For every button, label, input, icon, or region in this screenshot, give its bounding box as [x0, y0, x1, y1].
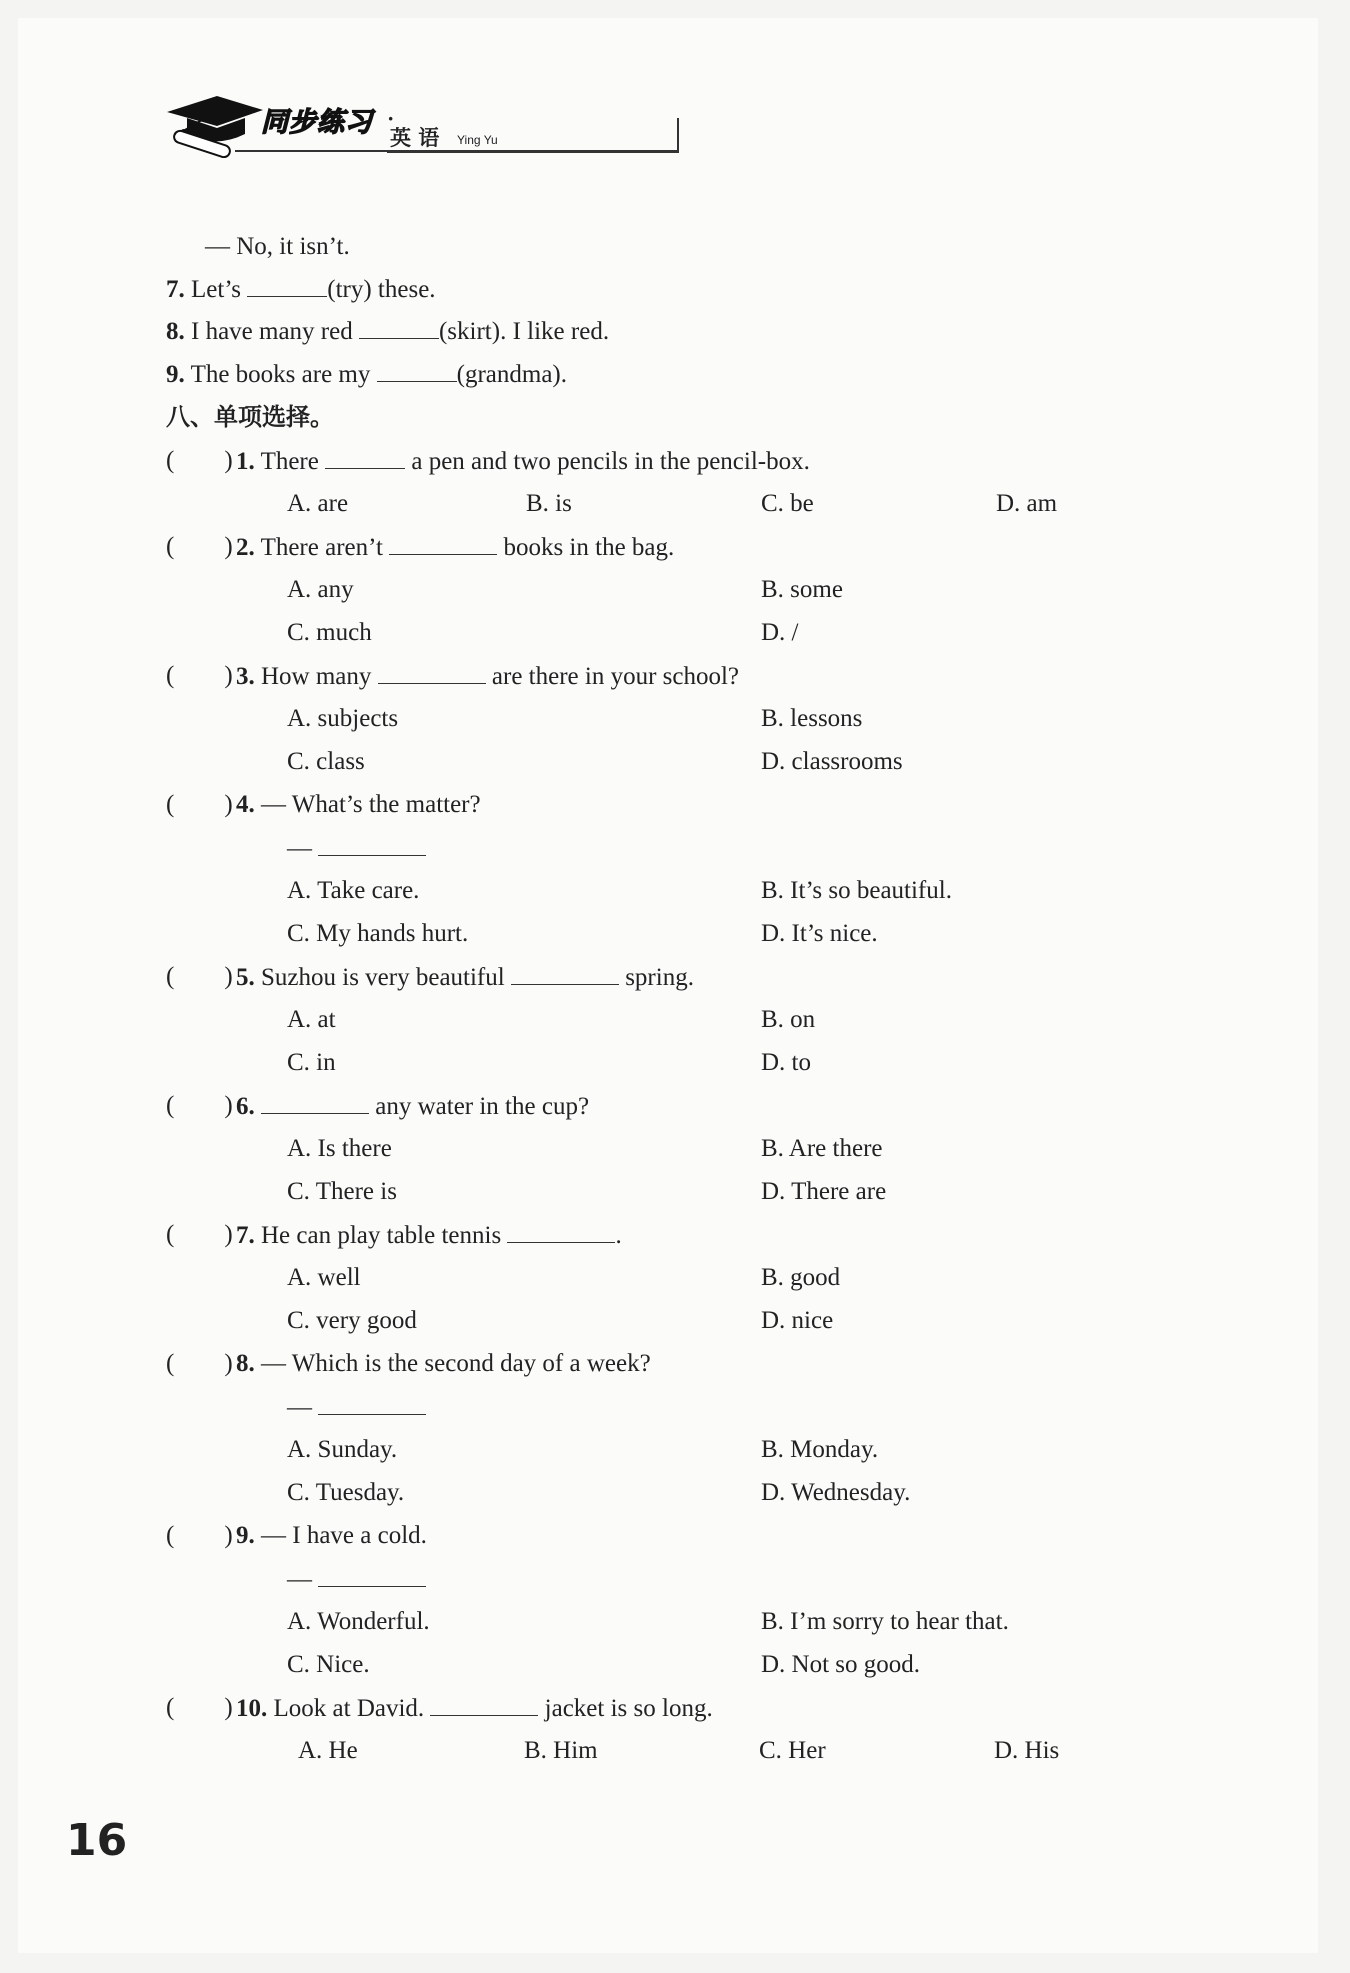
item-number: 7.: [166, 276, 185, 303]
option-d[interactable]: D. /: [761, 619, 799, 646]
stem-before: — Which is the second day of a week?: [261, 1350, 651, 1377]
option-c[interactable]: C. My hands hurt.: [287, 920, 469, 947]
option-a[interactable]: A. He: [298, 1737, 358, 1764]
option-b[interactable]: B. good: [761, 1264, 841, 1291]
option-d[interactable]: D. am: [996, 490, 1058, 517]
page-number: 16: [66, 1815, 128, 1866]
section-title: 八、单项选择。: [166, 403, 334, 431]
option-b[interactable]: B. I’m sorry to hear that.: [761, 1608, 1009, 1635]
previous-answer: — No, it isn’t.: [205, 233, 350, 260]
option-c[interactable]: C. very good: [287, 1307, 417, 1334]
answer-blank: [261, 1091, 369, 1114]
response-dash: —: [287, 1566, 312, 1593]
option-d[interactable]: D. It’s nice.: [761, 920, 878, 947]
option-b[interactable]: B. It’s so beautiful.: [761, 877, 952, 904]
stem-after: .: [615, 1222, 622, 1249]
option-b[interactable]: B. Him: [524, 1737, 598, 1764]
item-number: 8.: [166, 318, 185, 345]
stem-after: jacket is so long.: [544, 1695, 713, 1722]
option-a[interactable]: A. well: [287, 1264, 361, 1291]
answer-blank: [378, 661, 486, 684]
answer-blank: [318, 1564, 426, 1587]
item-text-after: (skirt). I like red.: [438, 318, 610, 345]
question-stem: [236, 1349, 651, 1379]
page-header: [165, 88, 520, 158]
answer-parentheses[interactable]: ( ): [166, 1694, 233, 1721]
stem-after: a pen and two pencils in the pencil-box.: [411, 448, 810, 475]
question-number: 9.: [236, 1522, 255, 1549]
response-dash: —: [287, 835, 312, 862]
question-stem: [236, 790, 481, 820]
stem-after: any water in the cup?: [375, 1093, 590, 1120]
option-a[interactable]: A. Take care.: [287, 877, 420, 904]
stem-before: There aren’t: [260, 534, 383, 561]
answer-blank[interactable]: [359, 316, 439, 339]
stem-before: How many: [261, 663, 372, 690]
option-c[interactable]: C. in: [287, 1049, 336, 1076]
question-stem: [236, 1521, 427, 1551]
option-b[interactable]: B. is: [526, 490, 572, 517]
question-number: 1.: [236, 448, 255, 475]
answer-parentheses[interactable]: ( ): [166, 963, 233, 990]
question-number: 2.: [236, 534, 255, 561]
subject-chinese: 英 语: [390, 126, 440, 150]
stem-before: Look at David.: [273, 1695, 425, 1722]
answer-parentheses[interactable]: ( ): [166, 447, 233, 474]
item-number: 9.: [166, 361, 185, 388]
option-c[interactable]: C. Her: [759, 1737, 826, 1764]
option-a[interactable]: A. subjects: [287, 705, 399, 732]
answer-parentheses[interactable]: ( ): [166, 533, 233, 560]
option-a[interactable]: A. Sunday.: [287, 1436, 398, 1463]
question-number: 5.: [236, 964, 255, 991]
option-d[interactable]: D. There are: [761, 1178, 887, 1205]
option-a[interactable]: A. any: [287, 576, 354, 603]
fill-item: [166, 274, 436, 305]
answer-blank[interactable]: [377, 359, 457, 382]
answer-blank: [318, 833, 426, 856]
option-d[interactable]: D. Not so good.: [761, 1651, 921, 1678]
question-stem: [236, 1220, 622, 1251]
header-rule: [235, 150, 677, 152]
item-text-before: The books are my: [190, 361, 371, 388]
stem-after: are there in your school?: [491, 663, 740, 690]
question-number: 6.: [236, 1093, 255, 1120]
answer-parentheses[interactable]: ( ): [166, 662, 233, 689]
option-c[interactable]: C. Tuesday.: [287, 1479, 405, 1506]
option-d[interactable]: D. His: [994, 1737, 1060, 1764]
stem-before: — What’s the matter?: [261, 791, 481, 818]
option-c[interactable]: C. be: [761, 490, 814, 517]
answer-blank: [507, 1220, 615, 1243]
fill-item: [166, 316, 609, 347]
option-b[interactable]: B. some: [761, 576, 843, 603]
answer-parentheses[interactable]: ( ): [166, 1221, 233, 1248]
series-title: 同步练习: [261, 107, 373, 138]
question-number: 3.: [236, 663, 255, 690]
item-text-before: Let’s: [191, 276, 241, 303]
option-c[interactable]: C. much: [287, 619, 372, 646]
option-c[interactable]: C. There is: [287, 1178, 397, 1205]
item-text-before: I have many red: [191, 318, 353, 345]
option-c[interactable]: C. Nice.: [287, 1651, 370, 1678]
option-d[interactable]: D. classrooms: [761, 748, 903, 775]
question-stem: [236, 1693, 713, 1724]
question-stem: [236, 532, 674, 563]
stem-after: spring.: [625, 964, 694, 991]
answer-parentheses[interactable]: ( ): [166, 791, 233, 818]
answer-parentheses[interactable]: ( ): [166, 1522, 233, 1549]
option-b[interactable]: B. Are there: [761, 1135, 883, 1162]
option-d[interactable]: D. nice: [761, 1307, 834, 1334]
question-stem: [236, 661, 739, 692]
stem-before: — I have a cold.: [261, 1522, 427, 1549]
option-b[interactable]: B. Monday.: [761, 1436, 879, 1463]
item-text-after: (grandma).: [456, 361, 567, 388]
option-b[interactable]: B. on: [761, 1006, 816, 1033]
stem-before: There: [260, 448, 319, 475]
response-line: [287, 833, 426, 864]
option-a[interactable]: A. Wonderful.: [287, 1608, 430, 1635]
answer-parentheses[interactable]: ( ): [166, 1092, 233, 1119]
response-dash: —: [287, 1394, 312, 1421]
answer-parentheses[interactable]: ( ): [166, 1350, 233, 1377]
question-number: 7.: [236, 1222, 255, 1249]
answer-blank: [511, 962, 619, 985]
option-a[interactable]: A. at: [287, 1006, 336, 1033]
answer-blank[interactable]: [247, 274, 327, 297]
stem-before: He can play table tennis: [261, 1222, 502, 1249]
option-c[interactable]: C. class: [287, 748, 365, 775]
response-line: [287, 1564, 426, 1595]
question-stem: [236, 446, 810, 477]
answer-blank: [389, 532, 497, 555]
response-line: [287, 1392, 426, 1423]
stem-after: books in the bag.: [503, 534, 675, 561]
question-number: 10.: [236, 1695, 268, 1722]
subject-pinyin: Ying Yu: [457, 133, 498, 147]
question-number: 8.: [236, 1350, 255, 1377]
fill-item: [166, 359, 567, 390]
option-a[interactable]: A. are: [287, 490, 349, 517]
item-text-after: (try) these.: [327, 276, 436, 303]
option-b[interactable]: B. lessons: [761, 705, 863, 732]
option-d[interactable]: D. Wednesday.: [761, 1479, 911, 1506]
question-stem: [236, 962, 694, 993]
answer-blank: [318, 1392, 426, 1415]
bullet-dot: ·: [387, 106, 395, 131]
question-stem: [236, 1091, 589, 1122]
option-a[interactable]: A. Is there: [287, 1135, 392, 1162]
stem-before: Suzhou is very beautiful: [261, 964, 505, 991]
question-number: 4.: [236, 791, 255, 818]
option-d[interactable]: D. to: [761, 1049, 811, 1076]
answer-blank: [325, 446, 405, 469]
answer-blank: [430, 1693, 538, 1716]
graduation-cap-icon: [165, 88, 265, 158]
